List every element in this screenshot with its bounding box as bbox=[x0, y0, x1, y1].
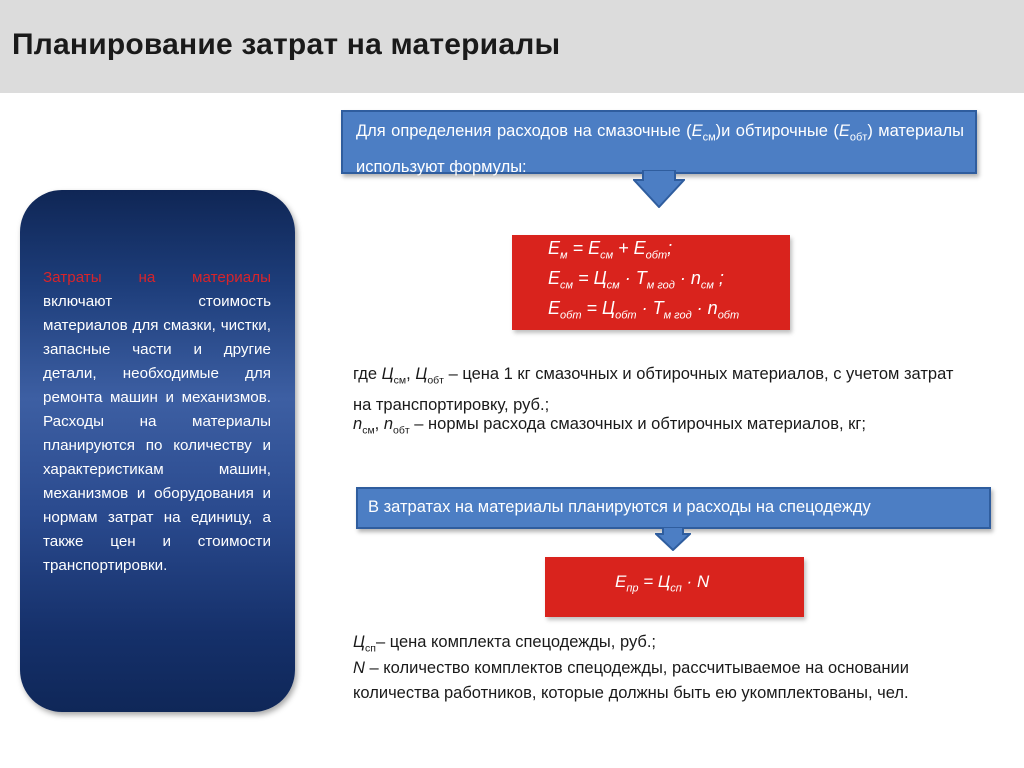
formula-line-esm: $Е_{см} = Ц_{см} \cdot Т_{м год} \cdot n_{см}$ ; bbox=[548, 268, 724, 292]
intro-sub-obt: обт bbox=[849, 131, 868, 144]
page-title: Планирование затрат на материалы bbox=[12, 28, 561, 61]
intro-part1: Для определения расходов на смазочные ( bbox=[356, 122, 692, 140]
formula-line-eobt: $Е_{обт} = Ц_{обт} \cdot Т_{м год} \cdot n_{обт}$ bbox=[548, 298, 740, 322]
workwear-box-text: В затратах на материалы планируются и расходы на спецодежду bbox=[368, 498, 871, 516]
formula-line-em: $Е_м = Е_{см} + Е_{обт}$; bbox=[548, 238, 673, 262]
intro-symbol-e-obt: Е bbox=[838, 122, 850, 140]
intro-part3: ) материалы используют формулы: bbox=[356, 122, 964, 177]
explanation-norms: $n_{см}$, $n_{обт}$ – нормы расхода смазочных и обтирочных материалов, кг; bbox=[353, 415, 866, 437]
explanation-prices: где $Ц_{см}$, $Ц_{обт}$ – цена 1 кг смазочных и обтирочных материалов, с учетом затрат на транспортировку, руб.; bbox=[353, 365, 954, 415]
arrow-down-icon bbox=[633, 170, 685, 208]
left-panel-text bbox=[43, 266, 271, 578]
formula-line-epr: $Е_{пр} = Ц_{сп} \cdot N$ bbox=[615, 572, 710, 595]
left-panel-highlight: Затраты на материалы bbox=[43, 269, 271, 286]
explanation-workwear-price: $Ц_{сп}-$ цена комплекта спецодежды, руб.; bbox=[353, 633, 657, 655]
explanation-workwear-count: N – количество комплектов спецодежды, рассчитываемое на основании количества работников, которые должны быть ею укомплектованы, чел. bbox=[353, 659, 909, 702]
intro-symbol-e-sm: Е bbox=[691, 122, 703, 140]
left-panel-body: включают стоимость материалов для смазки, чистки, запасные части и другие детали, необходимые для ремонта машин и механизмов. Расходы на материалы планируются по количеству и характеристикам машин, механизмов и оборудования и нормам затрат на единицу, а также цен и стоимости транспортировки. bbox=[43, 293, 271, 574]
intro-part2: )и обтирочные ( bbox=[715, 122, 839, 140]
arrow-down-icon bbox=[655, 527, 691, 551]
intro-sub-sm: см bbox=[702, 131, 716, 144]
